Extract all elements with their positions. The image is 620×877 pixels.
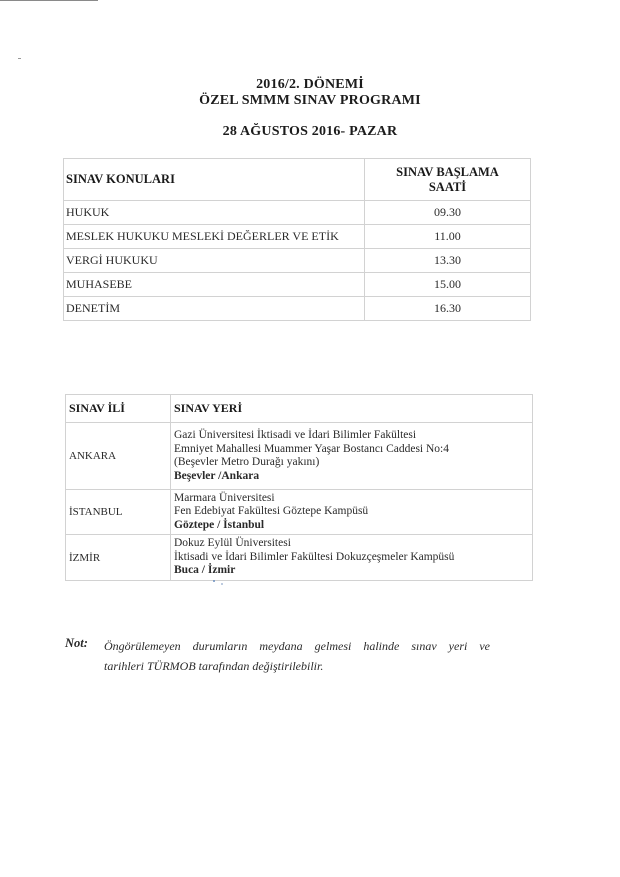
venue-cell bbox=[171, 490, 533, 535]
table-row bbox=[64, 273, 531, 297]
time-cell: 13.30 bbox=[365, 249, 531, 273]
venue-line: Fen Edebiyat Fakültesi Göztepe Kampüsü bbox=[174, 505, 369, 518]
note-label: Not: bbox=[65, 636, 88, 650]
venue-district: Buca / İzmir bbox=[174, 564, 236, 577]
subject-cell: MESLEK HUKUKU MESLEKİ DEĞERLER VE ETİK bbox=[64, 225, 365, 249]
time-cell: 16.30 bbox=[365, 297, 531, 321]
subject-cell: MUHASEBE bbox=[64, 273, 365, 297]
table-row bbox=[64, 201, 531, 225]
venue-line: Marmara Üniversitesi bbox=[174, 491, 275, 504]
ink-speck bbox=[221, 583, 223, 585]
subject-cell: DENETİM bbox=[64, 297, 365, 321]
scan-edge-line bbox=[0, 0, 98, 1]
table-row bbox=[64, 249, 531, 273]
city-cell: İZMİR bbox=[66, 535, 171, 581]
venue-line: İktisadi ve İdari Bilimler Fakültesi Dokuzçeşmeler Kampüsü bbox=[174, 550, 455, 563]
venue-cell bbox=[171, 535, 533, 581]
time-cell: 09.30 bbox=[365, 201, 531, 225]
column-header-time-line2: SAATİ bbox=[428, 179, 467, 194]
note-line: Öngörülemeyen durumların meydana gelmesi halinde sınav yeri ve bbox=[104, 639, 490, 653]
column-header-city: SINAV İLİ bbox=[66, 395, 171, 423]
venue-line: (Beşevler Metro Durağı yakını) bbox=[174, 456, 320, 468]
document-title-period: 2016/2. DÖNEMİ bbox=[256, 77, 364, 92]
table-row bbox=[64, 225, 531, 249]
venue-line: Gazi Üniversitesi İktisadi ve İdari Bilimler Fakültesi bbox=[174, 429, 417, 441]
table-header-row bbox=[64, 159, 531, 201]
exam-schedule-table bbox=[63, 158, 531, 321]
venue-line: Emniyet Mahallesi Muammer Yaşar Bostancı Caddesi No:4 bbox=[174, 442, 450, 455]
note-line: tarihleri TÜRMOB tarafından değiştirilebilir. bbox=[104, 659, 324, 673]
table-row bbox=[64, 297, 531, 321]
subject-cell: HUKUK bbox=[64, 201, 365, 225]
exam-date: 28 AĞUSTOS 2016- PAZAR bbox=[222, 124, 398, 139]
subject-cell: VERGİ HUKUKU bbox=[64, 249, 365, 273]
note-text bbox=[104, 636, 490, 676]
document-title: ÖZEL SMMM SINAV PROGRAMI bbox=[199, 93, 421, 108]
venue-cell bbox=[171, 423, 533, 490]
column-header-time bbox=[365, 159, 531, 201]
venue-line: Dokuz Eylül Üniversitesi bbox=[174, 537, 291, 550]
column-header-place: SINAV YERİ bbox=[171, 395, 533, 423]
time-cell: 15.00 bbox=[365, 273, 531, 297]
table-row bbox=[66, 535, 533, 581]
exam-venue-table bbox=[65, 394, 533, 581]
venue-district: Göztepe / İstanbul bbox=[174, 518, 265, 531]
table-row bbox=[66, 423, 533, 490]
city-cell: İSTANBUL bbox=[66, 490, 171, 535]
column-header-subject: SINAV KONULARI bbox=[64, 159, 365, 201]
ink-speck bbox=[213, 580, 215, 582]
table-row bbox=[66, 490, 533, 535]
city-cell: ANKARA bbox=[66, 423, 171, 490]
scan-speck bbox=[18, 58, 21, 59]
table-header-row bbox=[66, 395, 533, 423]
venue-district: Beşevler /Ankara bbox=[174, 469, 260, 482]
time-cell: 11.00 bbox=[365, 225, 531, 249]
column-header-time-line1: SINAV BAŞLAMA bbox=[396, 164, 499, 179]
